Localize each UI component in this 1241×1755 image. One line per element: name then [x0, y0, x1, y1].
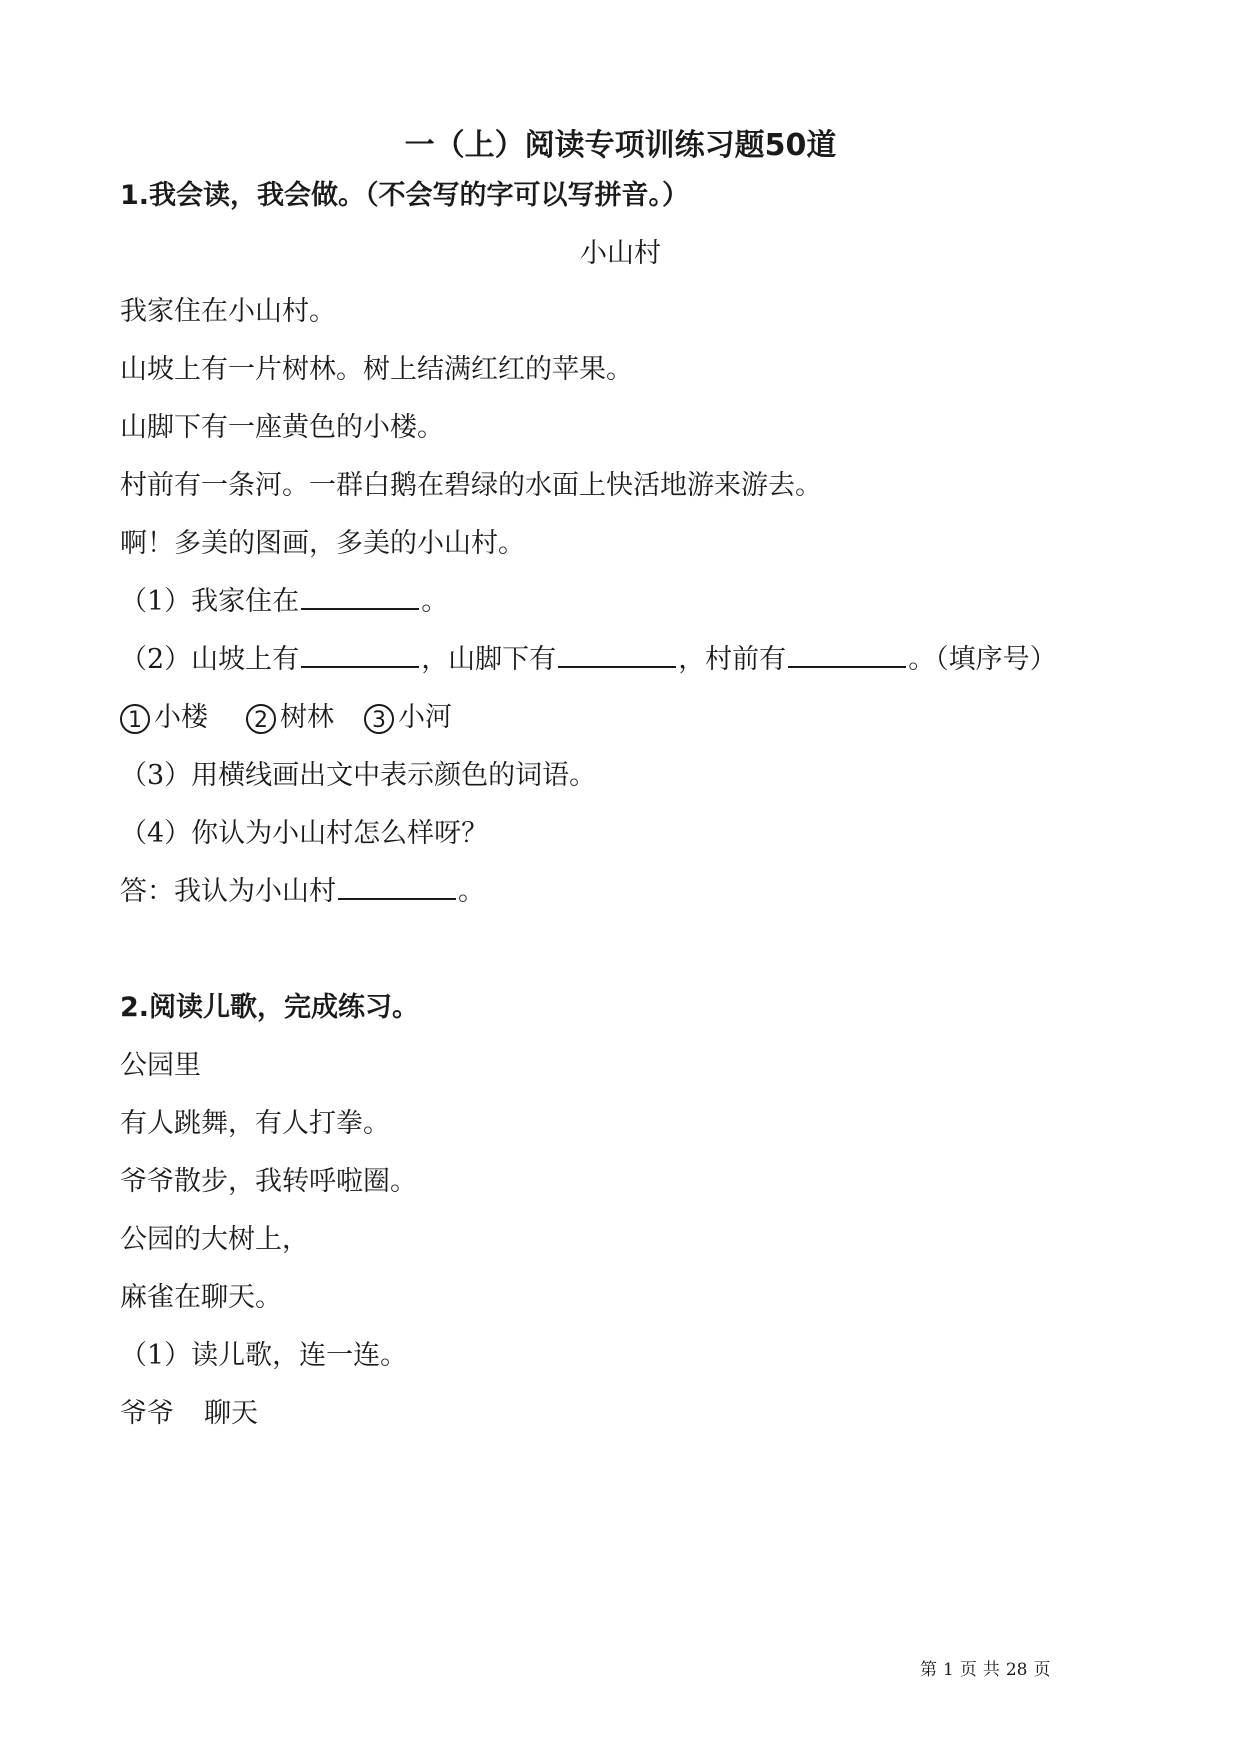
answer-blank[interactable]: [788, 640, 906, 668]
sub-question-text: （1）我家住在: [120, 586, 300, 617]
sub-question-1: （1）读儿歌，连一连。: [120, 1340, 408, 1371]
page-title: 一（上）阅读专项训练习题50道: [404, 128, 837, 163]
circled-number: 3: [364, 704, 394, 734]
passage-line: 啊！多美的图画，多美的小山村。: [120, 528, 525, 559]
punctuation: 。: [458, 876, 485, 907]
options-row: [120, 698, 1120, 738]
question-2-heading: 2.阅读儿歌，完成练习。: [120, 992, 420, 1023]
footer-word: 第: [920, 1660, 937, 1680]
circled-number: 1: [120, 704, 150, 734]
option-item: [120, 698, 208, 738]
option-item: [364, 698, 452, 738]
matching-row: [120, 1394, 1120, 1434]
answer-prefix: 答：我认为小山村: [120, 876, 336, 907]
option-text: 小河: [398, 702, 452, 733]
answer-blank[interactable]: [338, 872, 456, 900]
sub-question-text: 。（填序号）: [908, 644, 1057, 675]
answer-blank[interactable]: [301, 640, 419, 668]
poem-line: 有人跳舞，有人打拳。: [120, 1108, 390, 1139]
passage-line: 村前有一条河。一群白鹅在碧绿的水面上快活地游来游去。: [120, 470, 822, 501]
circled-number: 2: [246, 704, 276, 734]
footer-word: 页: [1033, 1660, 1051, 1680]
passage-line: 山坡上有一片树林。树上结满红红的苹果。: [120, 354, 633, 385]
option-text: 树林: [280, 702, 334, 733]
footer-word: 页: [959, 1660, 977, 1680]
poem-line: 公园的大树上，: [120, 1224, 309, 1255]
sub-question-text: ，村前有: [678, 644, 787, 675]
sub-question-2: [120, 640, 1120, 680]
poem-line: 麻雀在聊天。: [120, 1282, 282, 1313]
match-item[interactable]: 聊天: [204, 1398, 258, 1429]
page-footer: [920, 1658, 1140, 1682]
option-item: [246, 698, 334, 738]
match-item[interactable]: 爷爷: [120, 1398, 174, 1429]
option-text: 小楼: [154, 702, 208, 733]
answer-blank[interactable]: [558, 640, 676, 668]
passage-line: 山脚下有一座黄色的小楼。: [120, 412, 444, 443]
sub-question-1: [120, 582, 1120, 622]
question-1-heading: 1.我会读，我会做。（不会写的字可以写拼音。）: [120, 180, 690, 211]
answer-line: [120, 872, 1120, 912]
footer-word: 共: [982, 1660, 1000, 1680]
page-number: 1: [943, 1660, 954, 1680]
poem-line: 公园里: [120, 1050, 201, 1081]
passage-title: 小山村: [580, 238, 661, 269]
sub-question-text: ，山脚下有: [421, 644, 557, 675]
sub-question-3: （3）用横线画出文中表示颜色的词语。: [120, 760, 597, 791]
sub-question-text: （2）山坡上有: [120, 644, 300, 675]
poem-line: 爷爷散步，我转呼啦圈。: [120, 1166, 417, 1197]
punctuation: 。: [421, 586, 449, 617]
answer-blank[interactable]: [301, 582, 419, 610]
total-pages: 28: [1005, 1660, 1028, 1680]
sub-question-4: （4）你认为小山村怎么样呀？: [120, 818, 489, 849]
passage-line: 我家住在小山村。: [120, 296, 336, 327]
